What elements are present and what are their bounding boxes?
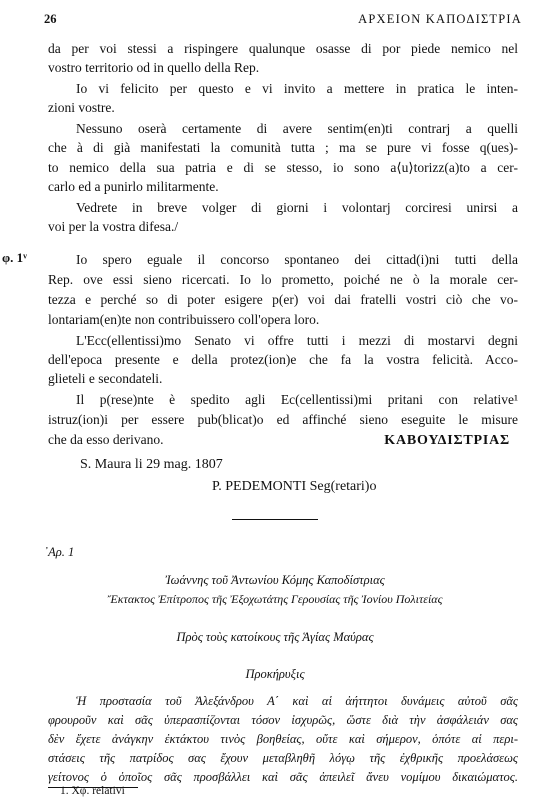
greek-text-line: γείτονος ὁ ὁποῖος σᾶς προσβάλλει καὶ σᾶς ἀπειλεῖ ἄνευ νομίμου δικαιώματος. <box>48 770 518 784</box>
text-line: to nemico della sua patria e di se stesso, io sono a⟨u⟩torizz(a)to a cer- <box>48 160 518 175</box>
proclamation-heading: Προκήρυξις <box>245 667 305 681</box>
text-line: dell'epoca presente e della protez(ion)e che fa la vostra felicità. Acco- <box>48 352 518 367</box>
section-divider <box>232 519 318 520</box>
text-line: lontariam(en)te non contribuissero coll'opera loro. <box>48 312 320 327</box>
greek-text-line: φρουροῦν καὶ σᾶς ὑπερασπίζονται τόσον ἰσχυρῶς, ὥστε διὰ τὴν ἀσφάλειάν σας <box>48 713 518 727</box>
folio-margin-note: φ. 1ᵛ <box>2 250 28 265</box>
text-line: Nessuno oserà certamente di avere sentim(en)ti contrarj a quelli <box>76 121 518 136</box>
text-line: istruz(ion)i per essere pub(blicat)o ed affinché sieno eseguite le misure <box>48 412 518 427</box>
secretary-signature: P. PEDEMONTI Seg(retari)o <box>212 479 377 494</box>
text-line: Io vi felicito per questo e vi invito a mettere in pratica le inten- <box>76 81 518 96</box>
text-line: glieteli e secondateli. <box>48 371 163 386</box>
text-line: L'Ecc(ellentissi)mo Senato vi offre tutti i mezzi di mostarvi degni <box>76 333 518 348</box>
greek-text-line: Ἡ προστασία τοῦ Ἀλεξάνδρου Α΄ καὶ αἱ ἀήττητοι δυνάμεις αὐτοῦ σᾶς <box>76 694 518 708</box>
text-line: carlo ed a punirlo militarmente. <box>48 179 219 194</box>
addressee-line: Πρὸς τοὺς κατοίκους τῆς Ἁγίας Μαύρας <box>176 630 374 644</box>
text-line: da per voi stessi a rispingere qualunque osasse di por piede nemico nel <box>48 41 518 56</box>
signature-name: ΚΑΒΟΥΔΙΣΤΡΙΑΣ <box>384 433 510 448</box>
author-line: Ἰωάννης τοῦ Ἀντωνίου Κόμης Καποδίστριας <box>165 573 385 587</box>
text-line: che à di già manifestati la comunità tutta ; ma se pure vi fosse q(ues)- <box>48 140 518 155</box>
page-number: 26 <box>44 12 57 26</box>
text-line: tezza e perché so di poter esigere p(er) voi dai fratelli vostri ciò che vo- <box>48 292 518 307</box>
text-line: Rep. ove essi sieno ricercati. Io lo prometto, poiché ne ò la morale cer- <box>48 272 518 287</box>
document-number: ᾿Αρ. 1 <box>44 545 75 559</box>
text-line: Il p(rese)nte è spedito agli Ec(cellentissi)mi pritani con relative¹ <box>76 392 518 407</box>
greek-text-line: δὲν ἔχετε ἀνάγκην ἐκτάκτου τινὸς βοηθείας, οὔτε καὶ σήμερον, ὁπότε αἱ περι- <box>48 732 518 746</box>
text-line: Io spero eguale il concorso spontaneo dei cittad(i)ni tutti della <box>76 252 518 267</box>
title-line: Ἔκτακτος Ἐπίτροπος τῆς Ἐξοχωτάτης Γερουσίας τῆς Ἰονίου Πολιτείας <box>107 592 443 606</box>
running-head: ΑΡΧΕΙΟΝ ΚΑΠΟΔΙΣΤΡΙΑ <box>358 12 522 26</box>
text-line: che da esso derivano. <box>48 432 164 447</box>
text-line: voi per la vostra difesa./ <box>48 219 179 234</box>
text-line: zioni vostre. <box>48 100 115 115</box>
text-line: vostro territorio od in quello della Rep. <box>48 60 260 75</box>
dateline: S. Maura li 29 mag. 1807 <box>80 457 223 472</box>
text-line: Vedrete in breve volger di giorni i volontarj corciresi unirsi a <box>76 200 518 215</box>
footnote: 1. Χφ. relativi <box>60 785 125 797</box>
greek-text-line: στάσεις τῆς πατρίδος σας ἔχουν μεταβληθῆ λόγῳ τῆς ἐχθρικῆς προελάσεως <box>48 751 518 765</box>
